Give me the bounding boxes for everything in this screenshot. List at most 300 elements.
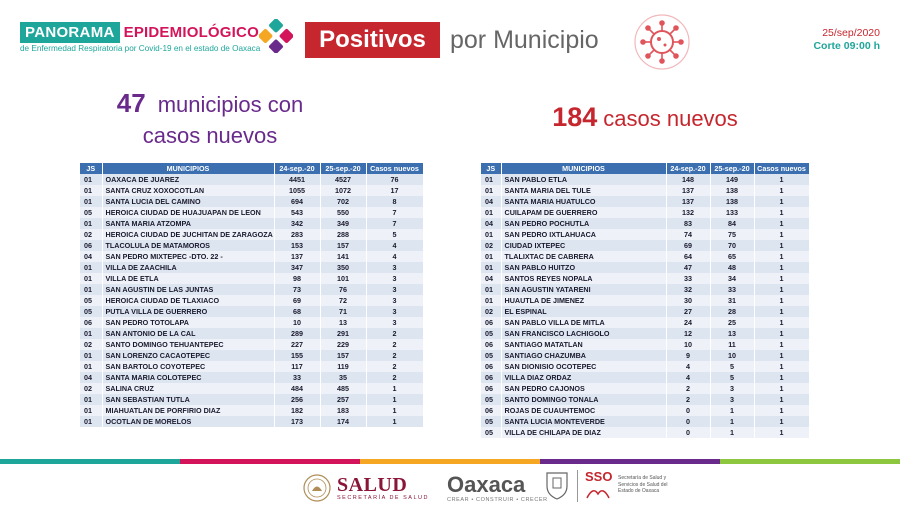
table-row [481, 383, 809, 394]
municipios-table-right [481, 163, 810, 438]
oaxaca-logo [447, 474, 548, 503]
table-row [481, 218, 809, 229]
col-js-cell: 05 [481, 427, 501, 438]
col-casos-nuevos-cell: 3 [366, 273, 423, 284]
col-24sep-cell: 155 [274, 350, 320, 361]
col-casos-nuevos-cell: 1 [366, 405, 423, 416]
oaxaca-word: Oaxaca [447, 472, 526, 497]
col-js-cell: 06 [481, 383, 501, 394]
municipios-table-left [80, 163, 424, 427]
col-casos-nuevos-cell: 1 [754, 218, 809, 229]
col-25sep-cell: 157 [320, 240, 366, 251]
col-25sep-cell: 157 [320, 350, 366, 361]
col-24sep-cell: 0 [666, 416, 710, 427]
col-25sep-cell: 70 [710, 240, 754, 251]
col-js-cell: 06 [481, 317, 501, 328]
col-municipio-cell: HEROICA CIUDAD DE TLAXIACO [102, 295, 274, 306]
table-row [481, 240, 809, 251]
col-municipio-cell: SANTA MARIA DEL TULE [501, 185, 666, 196]
col-municipio-cell: MIAHUATLAN DE PORFIRIO DIAZ [102, 405, 274, 416]
col-casos-nuevos-cell: 1 [754, 295, 809, 306]
col-25sep-header: 25-sep.-20 [320, 163, 366, 174]
col-24sep-cell: 47 [666, 262, 710, 273]
col-24sep-cell: 10 [666, 339, 710, 350]
col-casos-nuevos-cell: 1 [366, 383, 423, 394]
title-positivos: Positivos [305, 22, 440, 58]
table-row [80, 416, 423, 427]
col-js-cell: 05 [80, 295, 102, 306]
col-casos-nuevos-cell: 1 [754, 427, 809, 438]
oaxaca-sub: CREAR • CONSTRUIR • CRECER [447, 497, 548, 503]
col-24sep-cell: 1055 [274, 185, 320, 196]
table-row [80, 361, 423, 372]
col-25sep-cell: 485 [320, 383, 366, 394]
col-25sep-cell: 5 [710, 361, 754, 372]
col-js-cell: 06 [80, 317, 102, 328]
table-row [481, 295, 809, 306]
title-por-municipio: por Municipio [450, 26, 599, 54]
col-25sep-cell: 138 [710, 196, 754, 207]
col-25sep-cell: 76 [320, 284, 366, 295]
table-row [481, 372, 809, 383]
col-js-cell: 01 [481, 251, 501, 262]
brand-panorama: PANORAMA [20, 22, 120, 43]
col-municipio-cell: SAN PABLO ETLA [501, 174, 666, 185]
col-24sep-cell: 69 [666, 240, 710, 251]
col-24sep-cell: 132 [666, 207, 710, 218]
col-24sep-cell: 484 [274, 383, 320, 394]
col-js-cell: 06 [481, 361, 501, 372]
col-municipio-cell: VILLA DE ETLA [102, 273, 274, 284]
col-js-cell: 01 [80, 262, 102, 273]
col-24sep-cell: 24 [666, 317, 710, 328]
col-25sep-cell: 119 [320, 361, 366, 372]
col-municipio-cell: EL ESPINAL [501, 306, 666, 317]
col-municipio-header: MUNICIPIOS [102, 163, 274, 174]
col-js-cell: 01 [80, 361, 102, 372]
col-js-cell: 02 [80, 229, 102, 240]
col-municipio-cell: SAN PEDRO MIXTEPEC -DTO. 22 - [102, 251, 274, 262]
col-casos-nuevos-cell: 1 [754, 317, 809, 328]
table-row [481, 328, 809, 339]
col-municipio-cell: OAXACA DE JUAREZ [102, 174, 274, 185]
col-js-cell: 01 [80, 196, 102, 207]
table-row [80, 328, 423, 339]
col-municipio-cell: HEROICA CIUDAD DE JUCHITAN DE ZARAGOZA [102, 229, 274, 240]
col-js-cell: 04 [80, 251, 102, 262]
table-row [481, 174, 809, 185]
col-25sep-cell: 33 [710, 284, 754, 295]
col-js-cell: 01 [80, 174, 102, 185]
col-js-cell: 01 [80, 350, 102, 361]
col-24sep-cell: 137 [666, 196, 710, 207]
col-24sep-cell: 283 [274, 229, 320, 240]
col-25sep-cell: 48 [710, 262, 754, 273]
col-casos-nuevos-cell: 1 [754, 262, 809, 273]
salud-sub: SECRETARÍA DE SALUD [337, 495, 429, 501]
col-casos-nuevos-cell: 1 [754, 185, 809, 196]
col-js-cell: 02 [481, 306, 501, 317]
col-25sep-cell: 350 [320, 262, 366, 273]
col-casos-nuevos-cell: 1 [754, 174, 809, 185]
col-24sep-cell: 33 [274, 372, 320, 383]
table-row [481, 284, 809, 295]
coronavirus-icon [632, 12, 692, 72]
panorama-logo-icon [259, 19, 293, 53]
col-24sep-cell: 30 [666, 295, 710, 306]
col-24sep-cell: 137 [274, 251, 320, 262]
col-24sep-cell: 342 [274, 218, 320, 229]
col-municipio-cell: SAN FRANCISCO LACHIGOLO [501, 328, 666, 339]
col-25sep-cell: 84 [710, 218, 754, 229]
col-24sep-cell: 73 [274, 284, 320, 295]
col-js-cell: 05 [481, 350, 501, 361]
col-municipio-cell: SANTA MARIA COLOTEPEC [102, 372, 274, 383]
col-24sep-cell: 83 [666, 218, 710, 229]
col-casos-nuevos-cell: 1 [754, 416, 809, 427]
col-casos-nuevos-cell: 7 [366, 218, 423, 229]
table-row [80, 196, 423, 207]
col-js-cell: 05 [481, 416, 501, 427]
headline-municipios [80, 88, 340, 151]
col-js-cell: 01 [481, 207, 501, 218]
col-casos-nuevos-cell: 1 [754, 306, 809, 317]
col-25sep-cell: 550 [320, 207, 366, 218]
col-25sep-cell: 1 [710, 416, 754, 427]
table-row [481, 229, 809, 240]
table-row [80, 372, 423, 383]
col-25sep-cell: 702 [320, 196, 366, 207]
table-row [80, 218, 423, 229]
col-js-cell: 06 [80, 240, 102, 251]
col-24sep-cell: 227 [274, 339, 320, 350]
col-municipio-cell: SAN PEDRO POCHUTLA [501, 218, 666, 229]
col-25sep-cell: 72 [320, 295, 366, 306]
col-25sep-cell: 229 [320, 339, 366, 350]
col-js-cell: 01 [481, 185, 501, 196]
col-24sep-cell: 4 [666, 372, 710, 383]
col-25sep-cell: 31 [710, 295, 754, 306]
table-row [80, 251, 423, 262]
table-row [80, 284, 423, 295]
col-24sep-cell: 33 [666, 273, 710, 284]
col-js-cell: 06 [481, 405, 501, 416]
col-casos-nuevos-cell: 76 [366, 174, 423, 185]
col-js-header: JS [80, 163, 102, 174]
col-js-cell: 01 [80, 218, 102, 229]
col-municipio-cell: SAN AGUSTIN YATARENI [501, 284, 666, 295]
col-casos-nuevos-cell: 1 [754, 361, 809, 372]
col-js-cell: 01 [481, 229, 501, 240]
col-municipio-cell: TLALIXTAC DE CABRERA [501, 251, 666, 262]
col-casos-nuevos-cell: 1 [754, 284, 809, 295]
table-header-row [481, 163, 809, 174]
col-casos-nuevos-cell: 2 [366, 339, 423, 350]
salud-word: SALUD [337, 474, 408, 496]
table-row [80, 383, 423, 394]
col-24sep-cell: 4451 [274, 174, 320, 185]
col-municipio-cell: SAN DIONISIO OCOTEPEC [501, 361, 666, 372]
table-row [80, 405, 423, 416]
report-date: 25/sep/2020 [822, 27, 880, 39]
col-casos-nuevos-cell: 2 [366, 361, 423, 372]
col-casos-nuevos-cell: 1 [754, 273, 809, 284]
col-24sep-cell: 69 [274, 295, 320, 306]
col-js-cell: 06 [481, 372, 501, 383]
col-24sep-cell: 12 [666, 328, 710, 339]
col-js-cell: 01 [80, 284, 102, 295]
col-24sep-cell: 173 [274, 416, 320, 427]
sso-sub: Secretaría de Salud y Servicios de Salud del Estado de Oaxaca [618, 475, 668, 494]
col-24sep-cell: 68 [274, 306, 320, 317]
col-casos-nuevos-header: Casos nuevos [366, 163, 423, 174]
col-casos-nuevos-cell: 5 [366, 229, 423, 240]
footer-separator [577, 470, 578, 502]
col-js-cell: 02 [481, 240, 501, 251]
col-24sep-cell: 289 [274, 328, 320, 339]
col-municipio-cell: SAN LORENZO CACAOTEPEC [102, 350, 274, 361]
col-js-cell: 04 [481, 273, 501, 284]
col-casos-nuevos-cell: 1 [366, 394, 423, 405]
col-municipio-cell: SAN PABLO HUITZO [501, 262, 666, 273]
col-municipio-cell: SANTA MARIA ATZOMPA [102, 218, 274, 229]
col-25sep-cell: 75 [710, 229, 754, 240]
table-row [481, 207, 809, 218]
col-js-cell: 05 [80, 207, 102, 218]
table-row [481, 361, 809, 372]
col-25sep-cell: 257 [320, 394, 366, 405]
color-stripe [0, 459, 900, 464]
col-24sep-cell: 182 [274, 405, 320, 416]
table-row [80, 262, 423, 273]
col-25sep-cell: 1 [710, 405, 754, 416]
table-row [481, 317, 809, 328]
col-municipio-cell: SANTA CRUZ XOXOCOTLAN [102, 185, 274, 196]
table-row [481, 394, 809, 405]
mexico-seal-icon [303, 474, 331, 502]
col-municipio-cell: SAN SEBASTIAN TUTLA [102, 394, 274, 405]
col-municipio-cell: ROJAS DE CUAUHTEMOC [501, 405, 666, 416]
col-24sep-cell: 137 [666, 185, 710, 196]
col-casos-nuevos-cell: 1 [754, 229, 809, 240]
col-24sep-cell: 64 [666, 251, 710, 262]
col-casos-nuevos-cell: 2 [366, 372, 423, 383]
col-casos-nuevos-cell: 3 [366, 284, 423, 295]
sso-logo [585, 470, 612, 507]
col-municipio-cell: SAN AGUSTIN DE LAS JUNTAS [102, 284, 274, 295]
col-municipio-cell: PUTLA VILLA DE GUERRERO [102, 306, 274, 317]
col-municipio-cell: SANTO DOMINGO TEHUANTEPEC [102, 339, 274, 350]
col-25sep-cell: 291 [320, 328, 366, 339]
table-row [481, 405, 809, 416]
table-row [481, 251, 809, 262]
table-row [80, 295, 423, 306]
col-js-cell: 01 [80, 185, 102, 196]
col-municipio-cell: TLACOLULA DE MATAMOROS [102, 240, 274, 251]
col-24sep-cell: 2 [666, 383, 710, 394]
col-municipio-cell: SANTA MARIA HUATULCO [501, 196, 666, 207]
col-casos-nuevos-cell: 1 [754, 394, 809, 405]
col-municipio-cell: SANTOS REYES NOPALA [501, 273, 666, 284]
col-24sep-cell: 10 [274, 317, 320, 328]
col-casos-nuevos-cell: 8 [366, 196, 423, 207]
col-municipio-cell: CIUDAD IXTEPEC [501, 240, 666, 251]
col-24sep-cell: 543 [274, 207, 320, 218]
col-25sep-cell: 25 [710, 317, 754, 328]
col-casos-nuevos-cell: 1 [754, 240, 809, 251]
col-25sep-cell: 349 [320, 218, 366, 229]
col-25sep-cell: 5 [710, 372, 754, 383]
col-casos-nuevos-cell: 1 [754, 383, 809, 394]
table-row [481, 306, 809, 317]
table-row [80, 240, 423, 251]
col-25sep-cell: 34 [710, 273, 754, 284]
table-row [481, 427, 809, 438]
col-municipio-cell: SANTA LUCIA DEL CAMINO [102, 196, 274, 207]
col-municipio-cell: CUILAPAM DE GUERRERO [501, 207, 666, 218]
brand-epidemiologico: EPIDEMIOLÓGICO [120, 22, 261, 43]
col-js-cell: 04 [80, 372, 102, 383]
oaxaca-shield-icon [545, 470, 569, 500]
col-municipio-cell: OCOTLAN DE MORELOS [102, 416, 274, 427]
salud-logo [303, 474, 429, 502]
col-casos-nuevos-cell: 1 [754, 328, 809, 339]
municipios-text-2: casos nuevos [142, 123, 278, 148]
table-row [80, 317, 423, 328]
col-municipio-cell: SAN PEDRO TOTOLAPA [102, 317, 274, 328]
table-row [80, 306, 423, 317]
col-js-cell: 01 [481, 295, 501, 306]
col-25sep-cell: 13 [320, 317, 366, 328]
col-25sep-cell: 71 [320, 306, 366, 317]
col-24sep-cell: 98 [274, 273, 320, 284]
col-casos-nuevos-cell: 4 [366, 251, 423, 262]
col-25sep-cell: 3 [710, 394, 754, 405]
col-24sep-cell: 148 [666, 174, 710, 185]
col-js-cell: 01 [80, 394, 102, 405]
col-24sep-cell: 9 [666, 350, 710, 361]
col-casos-nuevos-cell: 17 [366, 185, 423, 196]
table-row [80, 394, 423, 405]
col-24sep-cell: 347 [274, 262, 320, 273]
col-js-cell: 01 [481, 262, 501, 273]
col-municipio-cell: VILLA DE ZAACHILA [102, 262, 274, 273]
col-25sep-cell: 138 [710, 185, 754, 196]
col-casos-nuevos-cell: 1 [754, 251, 809, 262]
col-municipio-header: MUNICIPIOS [501, 163, 666, 174]
col-24sep-cell: 256 [274, 394, 320, 405]
col-municipio-cell: SALINA CRUZ [102, 383, 274, 394]
col-24sep-cell: 0 [666, 427, 710, 438]
col-casos-nuevos-cell: 4 [366, 240, 423, 251]
table-row [481, 196, 809, 207]
col-municipio-cell: SAN PABLO VILLA DE MITLA [501, 317, 666, 328]
table-row [481, 339, 809, 350]
col-municipio-cell: SAN PEDRO CAJONOS [501, 383, 666, 394]
col-24sep-cell: 0 [666, 405, 710, 416]
casos-count: 184 [552, 102, 598, 132]
col-casos-nuevos-cell: 2 [366, 328, 423, 339]
col-25sep-cell: 4527 [320, 174, 366, 185]
col-municipio-cell: VILLA DIAZ ORDAZ [501, 372, 666, 383]
col-js-cell: 06 [481, 339, 501, 350]
report-corte: Corte 09:00 h [813, 40, 880, 52]
col-24sep-cell: 694 [274, 196, 320, 207]
col-25sep-cell: 141 [320, 251, 366, 262]
table-row [80, 350, 423, 361]
col-25sep-cell: 183 [320, 405, 366, 416]
table-row [80, 339, 423, 350]
municipios-count: 47 [116, 88, 146, 118]
col-casos-nuevos-cell: 3 [366, 306, 423, 317]
col-25sep-cell: 149 [710, 174, 754, 185]
col-25sep-cell: 13 [710, 328, 754, 339]
col-24sep-cell: 4 [666, 361, 710, 372]
col-casos-nuevos-header: Casos nuevos [754, 163, 809, 174]
col-js-cell: 01 [481, 174, 501, 185]
col-municipio-cell: SANTIAGO MATATLAN [501, 339, 666, 350]
municipios-text-1: municipios con [157, 92, 304, 117]
col-municipio-cell: SANTIAGO CHAZUMBA [501, 350, 666, 361]
col-25sep-cell: 3 [710, 383, 754, 394]
col-25sep-cell: 101 [320, 273, 366, 284]
sso-word: SSO [585, 469, 613, 484]
col-25sep-cell: 28 [710, 306, 754, 317]
col-js-header: JS [481, 163, 501, 174]
col-25sep-cell: 288 [320, 229, 366, 240]
col-25sep-cell: 1072 [320, 185, 366, 196]
col-js-cell: 02 [80, 383, 102, 394]
col-25sep-cell: 133 [710, 207, 754, 218]
table-row [80, 207, 423, 218]
col-municipio-cell: HUAUTLA DE JIMENEZ [501, 295, 666, 306]
col-js-cell: 01 [80, 328, 102, 339]
col-25sep-header: 25-sep.-20 [710, 163, 754, 174]
col-municipio-cell: SANTO DOMINGO TONALA [501, 394, 666, 405]
col-25sep-cell: 10 [710, 350, 754, 361]
col-municipio-cell: SAN PEDRO IXTLAHUACA [501, 229, 666, 240]
table-row [481, 262, 809, 273]
col-24sep-cell: 117 [274, 361, 320, 372]
col-casos-nuevos-cell: 1 [366, 416, 423, 427]
table-row [481, 273, 809, 284]
col-js-cell: 01 [80, 405, 102, 416]
col-24sep-cell: 74 [666, 229, 710, 240]
col-municipio-cell: SANTA LUCIA MONTEVERDE [501, 416, 666, 427]
col-js-cell: 01 [80, 416, 102, 427]
col-casos-nuevos-cell: 1 [754, 372, 809, 383]
col-24sep-cell: 2 [666, 394, 710, 405]
col-casos-nuevos-cell: 1 [754, 207, 809, 218]
col-casos-nuevos-cell: 1 [754, 339, 809, 350]
col-js-cell: 01 [481, 284, 501, 295]
headline-casos [480, 100, 810, 136]
col-casos-nuevos-cell: 2 [366, 350, 423, 361]
sso-logo-icon [585, 484, 611, 502]
col-js-cell: 05 [481, 394, 501, 405]
col-casos-nuevos-cell: 7 [366, 207, 423, 218]
panorama-brand [20, 22, 261, 43]
col-municipio-cell: VILLA DE CHILAPA DE DIAZ [501, 427, 666, 438]
table-row [80, 185, 423, 196]
col-municipio-cell: SAN ANTONIO DE LA CAL [102, 328, 274, 339]
col-25sep-cell: 174 [320, 416, 366, 427]
col-casos-nuevos-cell: 3 [366, 295, 423, 306]
col-25sep-cell: 35 [320, 372, 366, 383]
col-js-cell: 02 [80, 339, 102, 350]
table-row [481, 185, 809, 196]
table-row [481, 350, 809, 361]
